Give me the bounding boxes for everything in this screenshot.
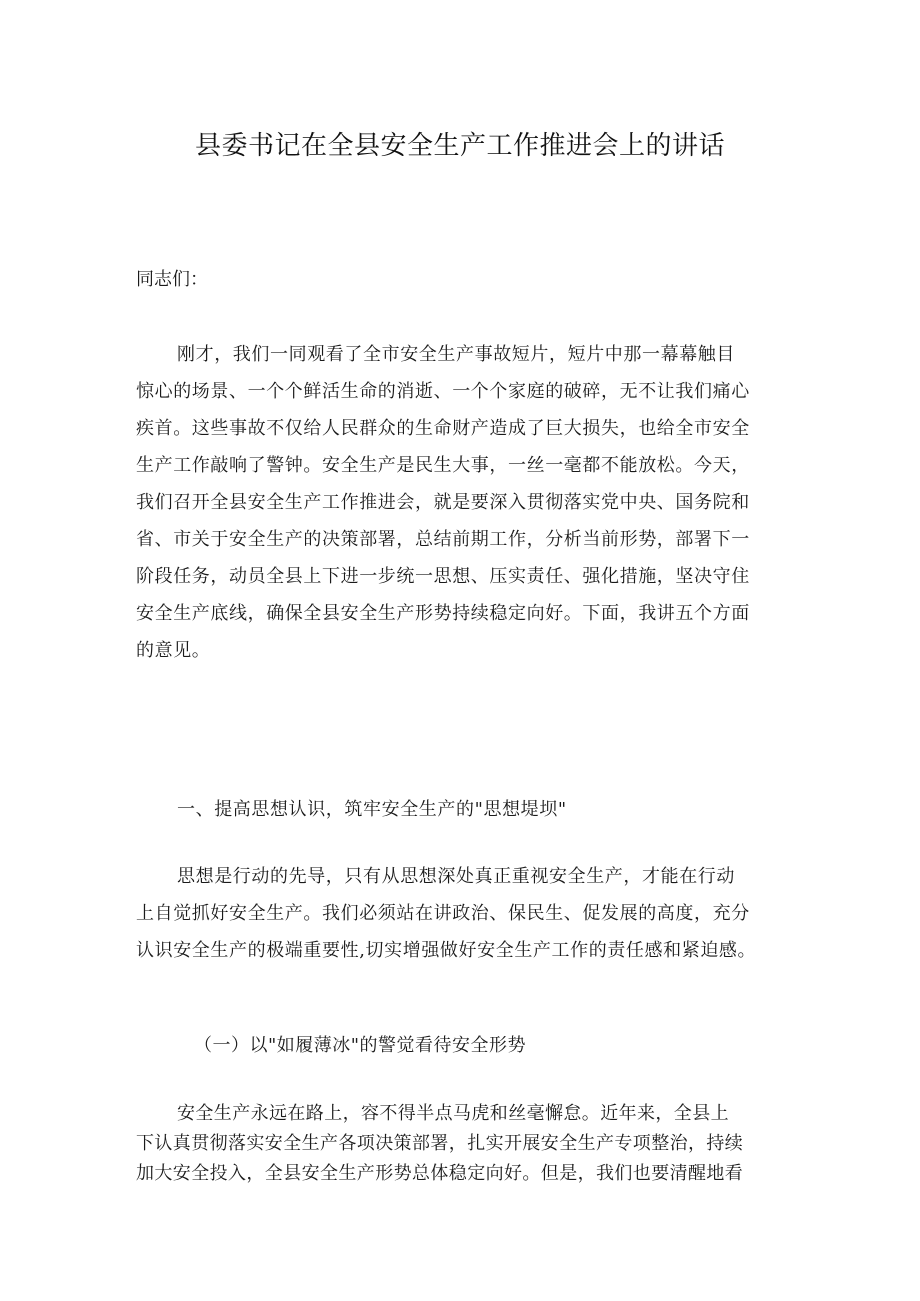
section-heading-text: 一、提高思想认识，筑牢安全生产的"思想堤坝" <box>177 799 567 820</box>
paragraph-line: 省、市关于安全生产的决策部署，总结前期工作，分析当前形势，部署下一 <box>136 529 750 550</box>
paragraph-line: 刚才，我们一同观看了全市安全生产事故短片，短片中那一幕幕触目 <box>177 344 735 365</box>
salutation: 同志们： <box>136 269 208 290</box>
paragraph-line: 阶段任务，动员全县上下进一步统一思想、压实责任、强化措施，坚决守住 <box>136 566 750 587</box>
paragraph-line: 我们召开全县安全生产工作推进会，就是要深入贯彻落实党中央、国务院和 <box>136 492 750 513</box>
paragraph-line: 思想是行动的先导，只有从思想深处真正重视安全生产，才能在行动 <box>177 866 735 887</box>
paragraph-line: 惊心的场景、一个个鲜活生命的消逝、一个个家庭的破碎，无不让我们痛心 <box>136 381 750 402</box>
paragraph-line: 的意见。 <box>136 640 211 661</box>
subsection-heading <box>136 1027 792 1064</box>
paragraph-line: 下认真贯彻落实安全生产各项决策部署，扎实开展安全生产专项整治，持续 <box>136 1133 744 1154</box>
subsection-paragraph <box>136 1099 792 1189</box>
document-title: 县委书记在全县安全生产工作推进会上的讲话 <box>194 131 725 161</box>
paragraph-line: 认识安全生产的极端重要性,切实增强做好安全生产工作的责任感和紧迫感。 <box>136 940 757 961</box>
paragraph-line: 加大安全投入，全县安全生产形势总体稳定向好。但是，我们也要清醒地看 <box>136 1163 744 1184</box>
section-paragraph <box>136 858 792 969</box>
paragraph-line: 安全生产底线，确保全县安全生产形势持续稳定向好。下面，我讲五个方面 <box>136 603 750 624</box>
paragraph-line: 疾首。这些事故不仅给人民群众的生命财产造成了巨大损失，也给全市安全 <box>136 418 750 439</box>
paragraph-line: 生产工作敲响了警钟。安全生产是民生大事，一丝一毫都不能放松。今天， <box>136 455 750 476</box>
paragraph-line: 上自觉抓好安全生产。我们必须站在讲政治、保民生、促发展的高度，充分 <box>136 903 750 924</box>
intro-paragraph <box>136 336 792 669</box>
paragraph-line: 安全生产永远在路上，容不得半点马虎和丝毫懈怠。近年来，全县上 <box>177 1103 729 1124</box>
subsection-heading-text: （一）以"如履薄冰"的警觉看待安全形势 <box>194 1035 527 1056</box>
section-heading <box>136 791 792 828</box>
